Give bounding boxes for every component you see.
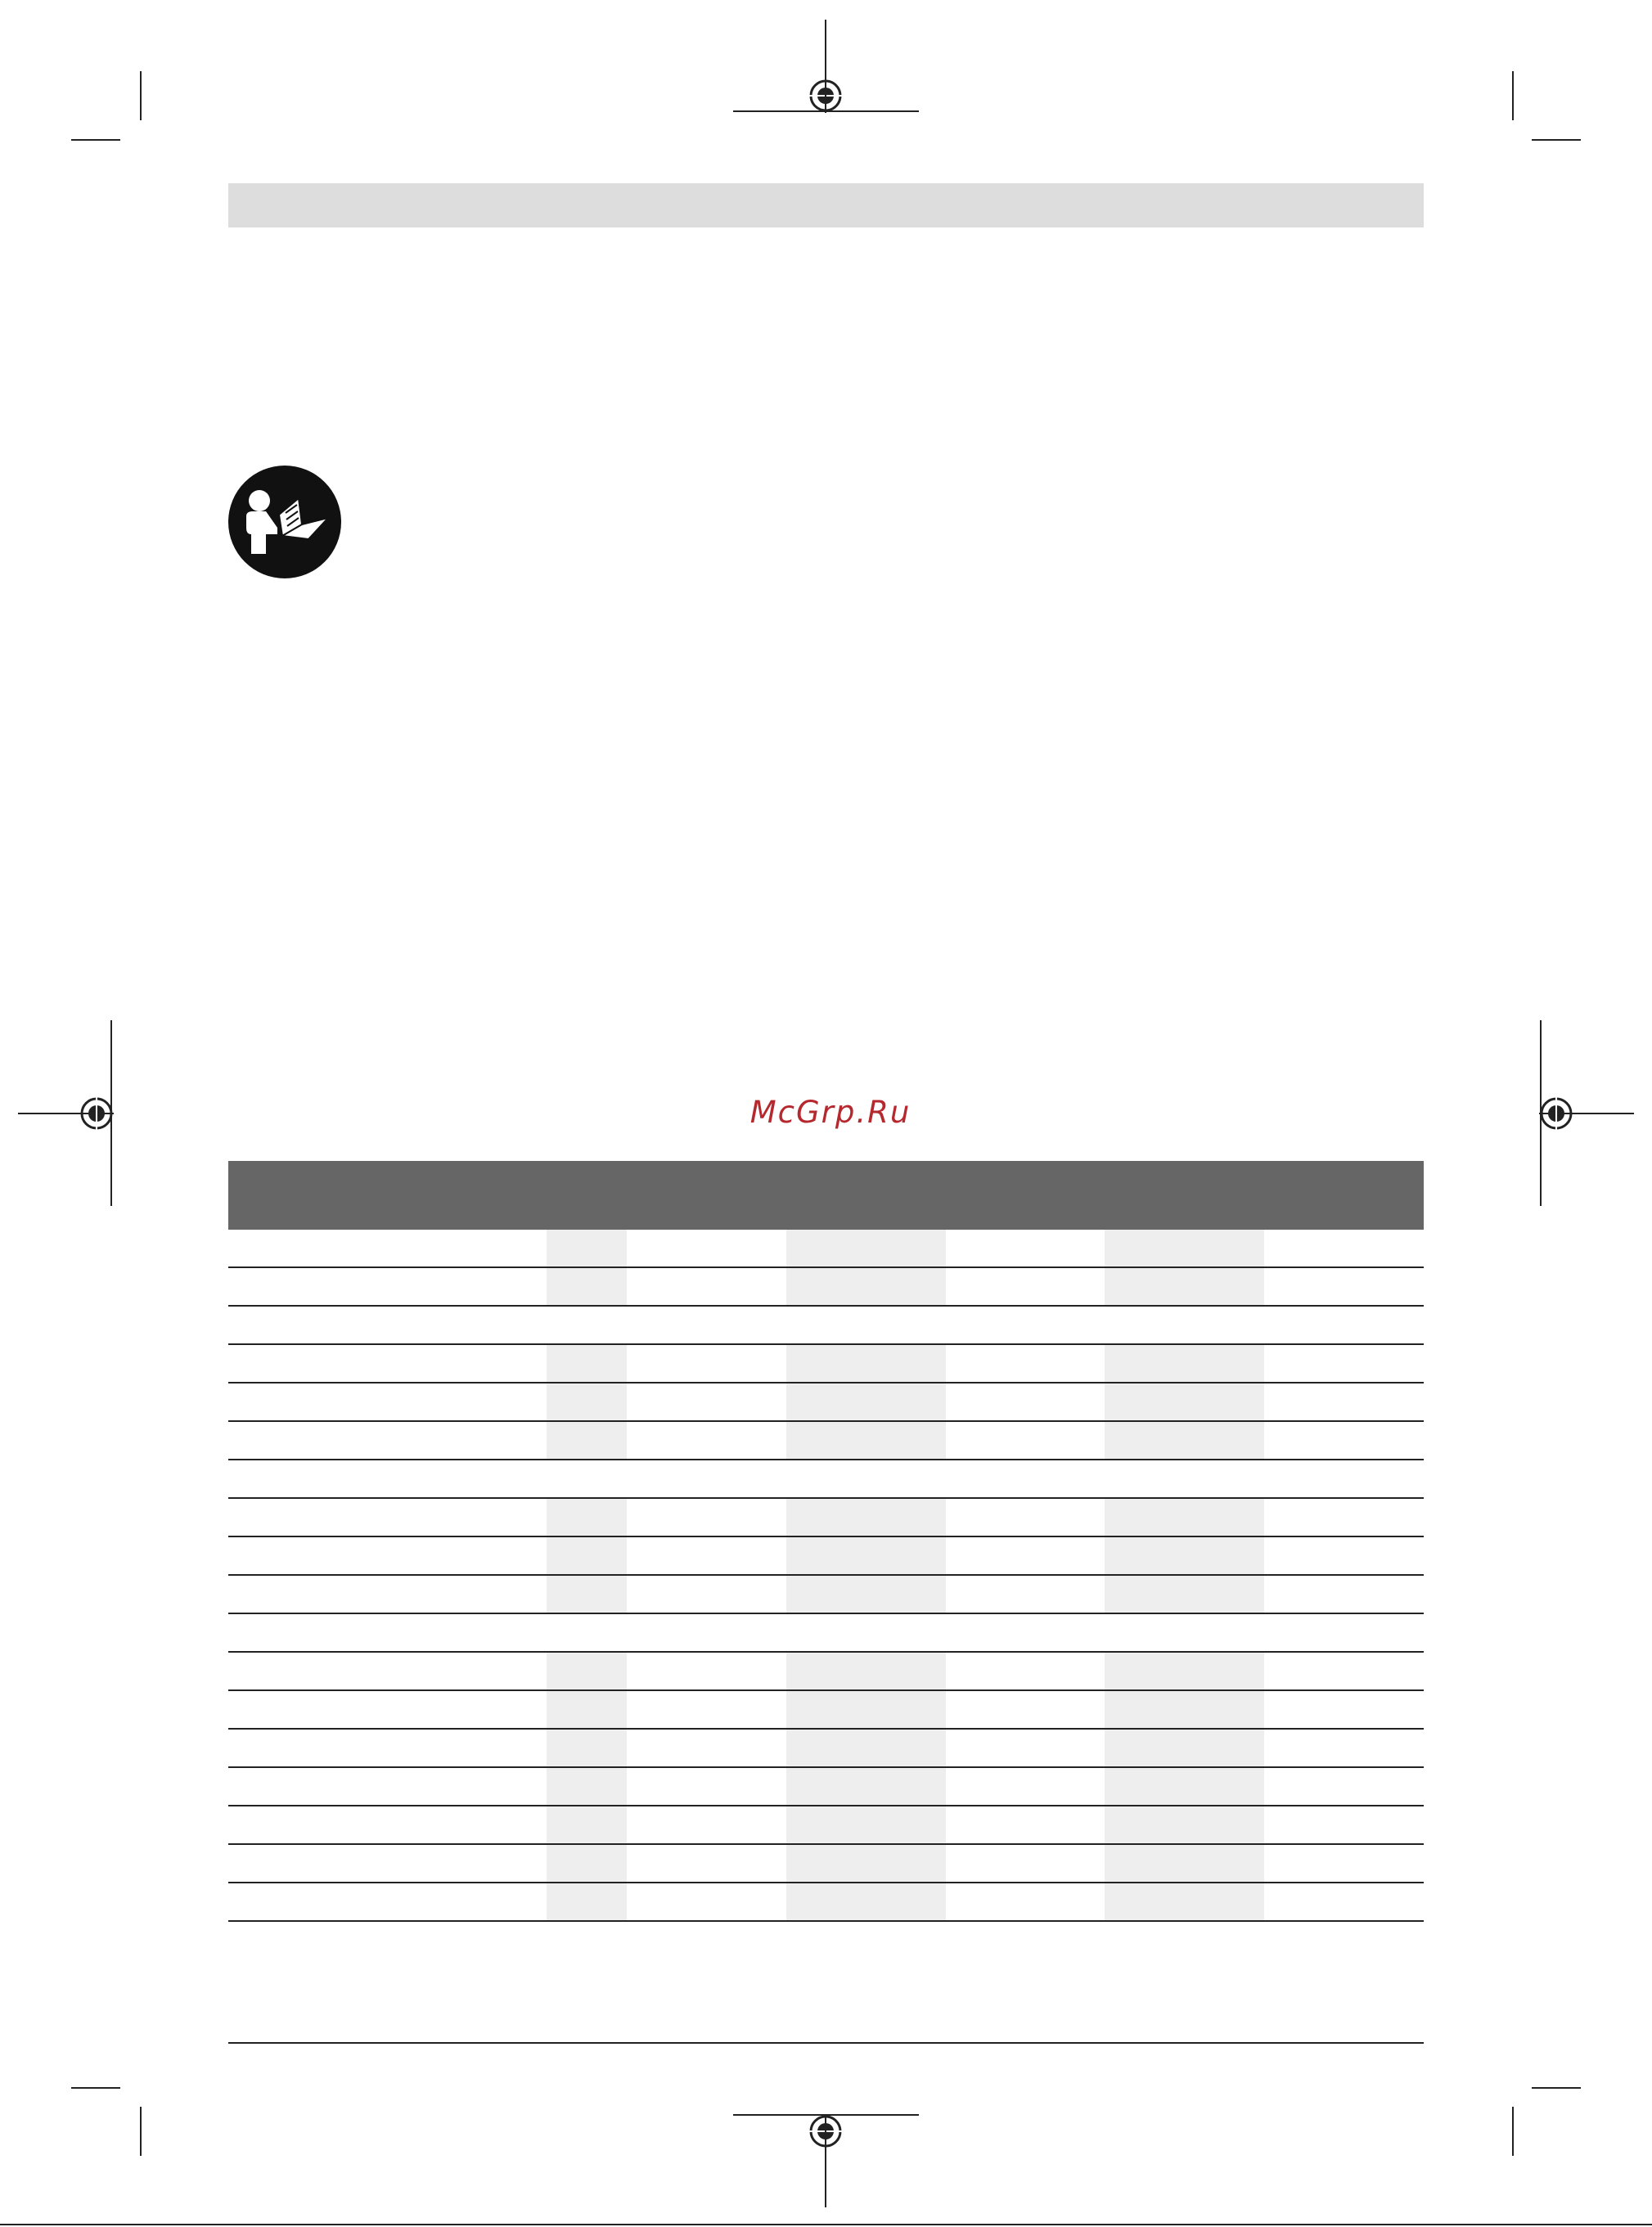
table-row [228, 1537, 1424, 1576]
shaded-cell [786, 1422, 946, 1459]
shaded-cell [1105, 1691, 1264, 1728]
table-row [228, 1499, 1424, 1537]
shaded-cell [786, 1806, 946, 1843]
shaded-cell [547, 1268, 627, 1305]
shaded-cell [786, 1691, 946, 1728]
table-section-row [228, 1460, 1424, 1499]
table-row [228, 1268, 1424, 1307]
bottom-strip [0, 2224, 1652, 2225]
shaded-cell [547, 1691, 627, 1728]
shaded-cell [1105, 1345, 1264, 1382]
table-row [228, 1768, 1424, 1806]
shaded-cell [1105, 1422, 1264, 1459]
shaded-cell [547, 1730, 627, 1766]
shaded-cell [547, 1653, 627, 1689]
shaded-cell [1105, 1268, 1264, 1305]
table-row [228, 1845, 1424, 1883]
shaded-cell [547, 1845, 627, 1882]
crop-mark [1512, 2107, 1514, 2156]
header-band [228, 183, 1424, 227]
registration-crosshair-icon [808, 79, 843, 113]
shaded-cell [786, 1653, 946, 1689]
table-section-row [228, 1614, 1424, 1653]
shaded-cell [1105, 1383, 1264, 1420]
table-row [228, 1230, 1424, 1268]
crop-mark [1532, 2087, 1581, 2089]
crop-mark [71, 2087, 120, 2089]
shaded-cell [786, 1383, 946, 1420]
shaded-cell [786, 1576, 946, 1613]
shaded-cell [547, 1499, 627, 1536]
shaded-cell [547, 1576, 627, 1613]
registration-crosshair-icon [1539, 1096, 1573, 1131]
shaded-cell [547, 1422, 627, 1459]
shaded-cell [1105, 1845, 1264, 1882]
table-row [228, 1422, 1424, 1460]
shaded-cell [1105, 1230, 1264, 1266]
table-row [228, 1653, 1424, 1691]
table-row [228, 1883, 1424, 1922]
crop-mark [140, 71, 142, 120]
table-header [228, 1161, 1424, 1230]
registration-crosshair-icon [79, 1096, 114, 1131]
shaded-cell [786, 1268, 946, 1305]
footer-rule [228, 2042, 1424, 2044]
registration-crosshair-icon [808, 2114, 843, 2148]
shaded-cell [547, 1768, 627, 1805]
table-row [228, 1383, 1424, 1422]
table-body [228, 1230, 1424, 1922]
shaded-cell [547, 1806, 627, 1843]
shaded-cell [786, 1345, 946, 1382]
shaded-cell [547, 1345, 627, 1382]
table-section-row [228, 1307, 1424, 1345]
shaded-cell [1105, 1576, 1264, 1613]
shaded-cell [786, 1537, 946, 1574]
crop-mark [140, 2107, 142, 2156]
crop-mark [71, 139, 120, 141]
shaded-cell [786, 1883, 946, 1920]
table-row [228, 1691, 1424, 1730]
read-manual-icon [228, 466, 341, 578]
shaded-cell [786, 1230, 946, 1266]
shaded-cell [786, 1730, 946, 1766]
shaded-cell [1105, 1499, 1264, 1536]
shaded-cell [1105, 1730, 1264, 1766]
shaded-cell [1105, 1537, 1264, 1574]
table-row [228, 1576, 1424, 1614]
shaded-cell [786, 1845, 946, 1882]
shaded-cell [786, 1768, 946, 1805]
table-row [228, 1806, 1424, 1845]
shaded-cell [547, 1537, 627, 1574]
shaded-cell [786, 1499, 946, 1536]
table-row [228, 1730, 1424, 1768]
shaded-cell [1105, 1883, 1264, 1920]
crop-mark [1532, 139, 1581, 141]
shaded-cell [1105, 1806, 1264, 1843]
shaded-cell [1105, 1653, 1264, 1689]
crop-mark [1512, 71, 1514, 120]
shaded-cell [1105, 1768, 1264, 1805]
shaded-cell [547, 1383, 627, 1420]
data-table [228, 1161, 1424, 1922]
watermark: McGrp.Ru [749, 1095, 912, 1130]
shaded-cell [547, 1230, 627, 1266]
shaded-cell [547, 1883, 627, 1920]
table-row [228, 1345, 1424, 1383]
